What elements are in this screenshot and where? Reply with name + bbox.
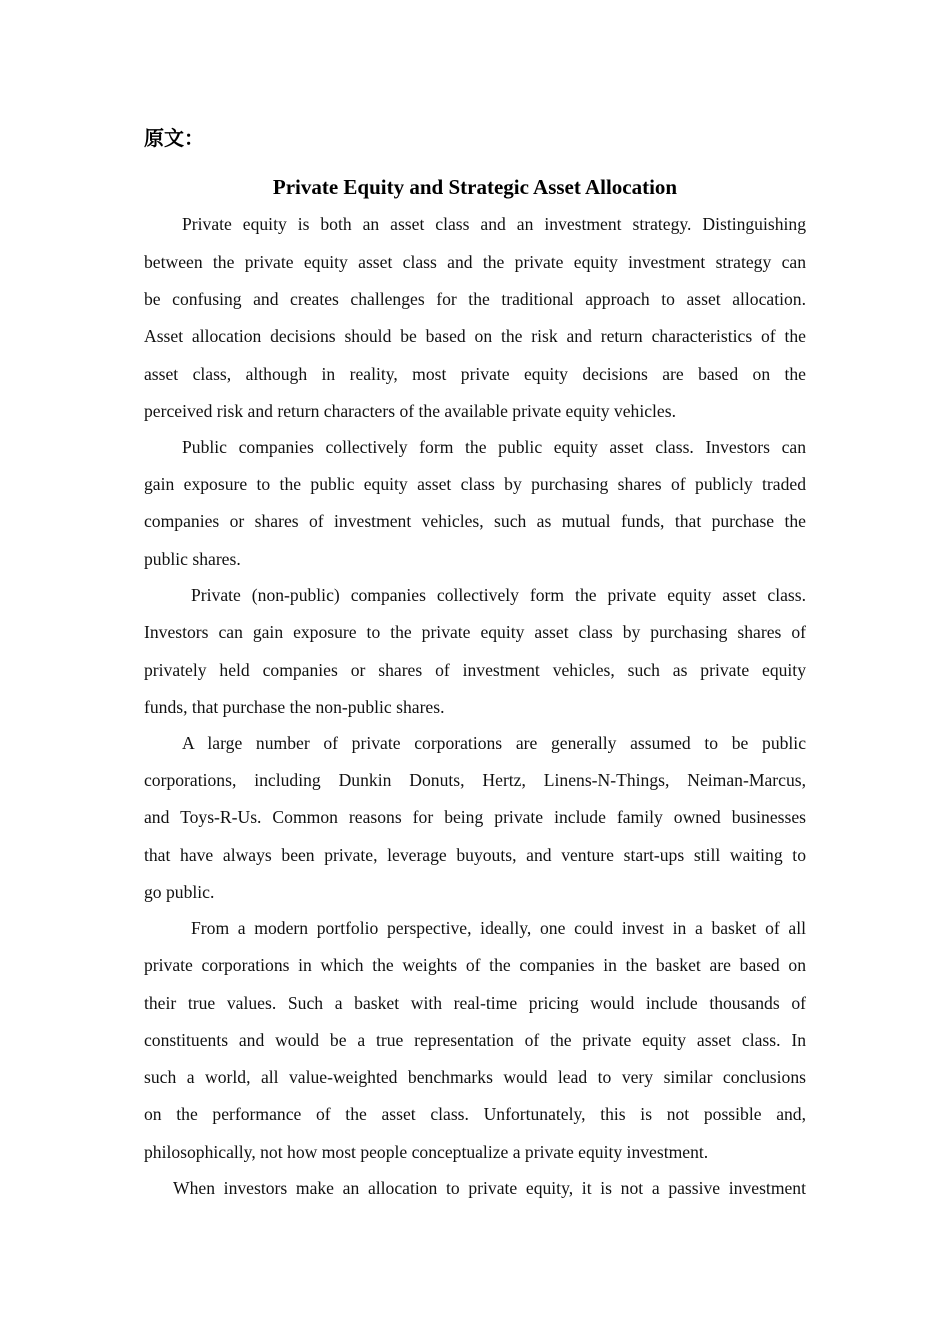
text-line: privately held companies or shares of investment vehicles, such as private equity: [144, 660, 806, 680]
text-line: companies or shares of investment vehicles, such as mutual funds, that purchase the: [144, 511, 806, 531]
text-line: When investors make an allocation to private equity, it is not a passive investment: [173, 1178, 806, 1198]
text-line: go public.: [144, 882, 215, 902]
text-line: Asset allocation decisions should be based on the risk and return characteristics of the: [144, 326, 806, 346]
text-line: gain exposure to the public equity asset class by purchasing shares of publicly traded: [144, 474, 806, 494]
text-line: public shares.: [144, 549, 241, 569]
text-line: Private (non-public) companies collectively form the private equity asset class.: [191, 585, 806, 605]
text-line: their true values. Such a basket with real-time pricing would include thousands of: [144, 993, 806, 1013]
text-line: funds, that purchase the non-public shares.: [144, 697, 445, 717]
text-line: constituents and would be a true representation of the private equity asset class. In: [144, 1030, 806, 1050]
text-line: private corporations in which the weights of the companies in the basket are based on: [144, 955, 806, 975]
text-line: philosophically, not how most people conceptualize a private equity investment.: [144, 1142, 709, 1162]
text-line: asset class, although in reality, most private equity decisions are based on the: [144, 364, 806, 384]
text-line: such a world, all value-weighted benchmarks would lead to very similar conclusions: [144, 1067, 806, 1087]
text-line: From a modern portfolio perspective, ideally, one could invest in a basket of all: [191, 918, 806, 938]
text-line: Private equity is both an asset class and an investment strategy. Distinguishing: [182, 214, 806, 234]
text-line: on the performance of the asset class. Unfortunately, this is not possible and,: [144, 1104, 806, 1124]
text-line: between the private equity asset class and the private equity investment strategy can: [144, 252, 806, 272]
text-line: and Toys-R-Us. Common reasons for being private include family owned businesses: [144, 807, 806, 827]
original-text-label: 原文：: [144, 126, 204, 150]
text-line: Investors can gain exposure to the private equity asset class by purchasing shares of: [144, 622, 806, 642]
text-line: Public companies collectively form the public equity asset class. Investors can: [182, 437, 806, 457]
document-title: Private Equity and Strategic Asset Allocation: [272, 175, 678, 199]
text-line: perceived risk and return characters of the available private equity vehicles.: [144, 401, 676, 421]
text-line: corporations, including Dunkin Donuts, Hertz, Linens-N-Things, Neiman-Marcus,: [144, 770, 806, 790]
text-line: A large number of private corporations are generally assumed to be public: [182, 733, 806, 753]
text-line: be confusing and creates challenges for the traditional approach to asset allocation.: [144, 289, 806, 309]
text-line: that have always been private, leverage buyouts, and venture start-ups still waiting to: [144, 845, 806, 865]
